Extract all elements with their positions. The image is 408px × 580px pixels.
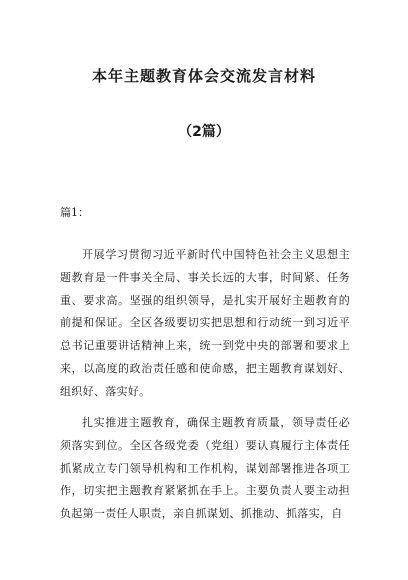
section-label: 篇1： xyxy=(60,206,89,219)
paragraph-2: 扎实推进主题教育，确保主题教育质量，领导责任必须落实到位。全区各级党委（党组）要认真履行主体责任抓紧成立专门领导机构和工作机构，谋划部署推进各项工作，切实把主题教育紧紧抓在手上。主要负责人要主动担负起第一责任人职责，亲自抓谋划、抓推动、抓落实，自 xyxy=(60,416,350,521)
document-subtitle: （2篇） xyxy=(178,124,230,140)
paragraph-1: 开展学习贯彻习近平新时代中国特色社会主义思想主题教育是一件事关全局、事关长远的大事，时间紧、任务重、要求高。坚强的组织领导，是扎实开展好主题教育的前提和保证。全区各级要切实把思想和行动统一到习近平总书记重要讲话精神上来，统一到党中央的部署和要求上来，以高度的政治责任感和使命感，把主题教育谋划好、组织好、落实好。 xyxy=(60,248,350,398)
document-title: 本年主题教育体会交流发言材料 xyxy=(91,67,316,85)
